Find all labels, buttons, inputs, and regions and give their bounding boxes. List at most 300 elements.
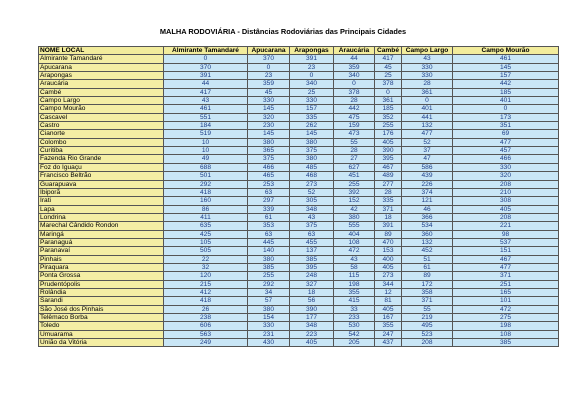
distance-cell: 355 — [334, 288, 375, 296]
distance-cell: 247 — [375, 330, 402, 338]
distance-cell: 223 — [290, 330, 334, 338]
table-row — [39, 247, 559, 255]
distance-cell: 390 — [375, 147, 402, 155]
city-name-cell: Toledo — [39, 322, 164, 330]
distance-cell: 467 — [453, 255, 559, 263]
distance-cell: 375 — [290, 147, 334, 155]
distance-cell: 145 — [453, 63, 559, 71]
distance-cell: 451 — [334, 172, 375, 180]
distance-cell: 89 — [375, 230, 402, 238]
table-row — [39, 297, 559, 305]
distance-cell: 320 — [453, 172, 559, 180]
distance-cell: 385 — [290, 255, 334, 263]
city-name-cell: União da Vitória — [39, 339, 164, 347]
distance-cell: 523 — [402, 330, 453, 338]
distance-cell: 233 — [334, 314, 375, 322]
distance-cell: 327 — [290, 280, 334, 288]
table-row — [39, 330, 559, 338]
distance-cell: 43 — [402, 55, 453, 63]
distance-cell: 470 — [375, 238, 402, 246]
distance-cell: 465 — [248, 172, 290, 180]
distance-cell: 461 — [164, 105, 248, 113]
distance-cell: 255 — [375, 122, 402, 130]
distance-cell: 208 — [402, 339, 453, 347]
distance-cell: 472 — [334, 247, 375, 255]
distance-cell: 468 — [290, 172, 334, 180]
distance-cell: 401 — [402, 105, 453, 113]
distance-cell: 361 — [375, 97, 402, 105]
table-row — [39, 339, 559, 347]
distance-cell: 442 — [334, 105, 375, 113]
distance-cell: 475 — [334, 113, 375, 121]
distance-cell: 371 — [453, 272, 559, 280]
distance-cell: 44 — [164, 80, 248, 88]
distance-cell: 157 — [290, 105, 334, 113]
distance-cell: 330 — [248, 97, 290, 105]
city-name-cell: Fazenda Rio Grande — [39, 155, 164, 163]
distance-cell: 627 — [334, 163, 375, 171]
distance-cell: 495 — [402, 322, 453, 330]
table-body — [39, 55, 559, 347]
distance-cell: 505 — [164, 247, 248, 255]
distance-cell: 340 — [290, 80, 334, 88]
distance-cell: 360 — [402, 230, 453, 238]
distance-cell: 176 — [375, 130, 402, 138]
distance-cell: 405 — [453, 205, 559, 213]
distance-cell: 466 — [453, 155, 559, 163]
distance-cell: 108 — [453, 330, 559, 338]
distance-cell: 28 — [375, 188, 402, 196]
distance-cell: 115 — [334, 272, 375, 280]
table-row — [39, 147, 559, 155]
distance-cell: 28 — [334, 147, 375, 155]
distance-cell: 395 — [375, 155, 402, 163]
distance-cell: 405 — [375, 138, 402, 146]
distance-cell: 359 — [334, 63, 375, 71]
distance-cell: 81 — [375, 297, 402, 305]
table-row — [39, 205, 559, 213]
distance-cell: 132 — [402, 122, 453, 130]
city-name-cell: Paranaguá — [39, 238, 164, 246]
distance-cell: 210 — [453, 188, 559, 196]
table-row — [39, 213, 559, 221]
distance-cell: 330 — [290, 97, 334, 105]
table-row — [39, 97, 559, 105]
distance-cell: 401 — [453, 97, 559, 105]
distance-cell: 26 — [164, 305, 248, 313]
table-row — [39, 80, 559, 88]
city-name-cell: Colombo — [39, 138, 164, 146]
table-row — [39, 122, 559, 130]
distance-cell: 297 — [248, 197, 290, 205]
distance-cell: 208 — [453, 213, 559, 221]
distance-cell: 23 — [248, 72, 290, 80]
distance-cell: 140 — [248, 247, 290, 255]
distance-cell: 606 — [164, 322, 248, 330]
distance-cell: 330 — [453, 163, 559, 171]
distance-cell: 430 — [248, 339, 290, 347]
distance-cell: 172 — [402, 280, 453, 288]
table-row — [39, 222, 559, 230]
distance-cell: 339 — [248, 205, 290, 213]
distance-cell: 445 — [248, 238, 290, 246]
distance-cell: 415 — [334, 297, 375, 305]
distance-cell: 198 — [334, 280, 375, 288]
distance-cell: 10 — [164, 138, 248, 146]
city-name-cell: Marechal Cândido Rondon — [39, 222, 164, 230]
distance-cell: 370 — [164, 63, 248, 71]
distance-cell: 108 — [334, 238, 375, 246]
distance-cell: 165 — [453, 288, 559, 296]
distance-cell: 0 — [453, 105, 559, 113]
column-header-nome-local: NOME LOCAL — [39, 47, 164, 55]
distance-cell: 477 — [402, 130, 453, 138]
distance-cell: 374 — [402, 188, 453, 196]
table-row — [39, 255, 559, 263]
distance-cell: 292 — [248, 280, 290, 288]
city-name-cell: Guarapuava — [39, 180, 164, 188]
distance-cell: 385 — [248, 263, 290, 271]
distance-cell: 380 — [290, 155, 334, 163]
table-row — [39, 280, 559, 288]
distance-cell: 89 — [402, 272, 453, 280]
city-name-cell: Cascavel — [39, 113, 164, 121]
distance-cell: 33 — [334, 305, 375, 313]
distance-cell: 25 — [290, 88, 334, 96]
distance-cell: 273 — [375, 272, 402, 280]
distance-cell: 371 — [375, 205, 402, 213]
distance-cell: 380 — [248, 138, 290, 146]
distance-cell: 380 — [248, 255, 290, 263]
distance-cell: 198 — [453, 322, 559, 330]
table-row — [39, 138, 559, 146]
distance-cell: 358 — [402, 288, 453, 296]
distance-cell: 425 — [164, 230, 248, 238]
distance-cell: 348 — [290, 322, 334, 330]
table-row — [39, 263, 559, 271]
table-row — [39, 305, 559, 313]
distance-table — [38, 46, 559, 347]
table-row — [39, 180, 559, 188]
distance-cell: 61 — [248, 213, 290, 221]
city-name-cell: Almirante Tamandaré — [39, 55, 164, 63]
distance-cell: 205 — [334, 339, 375, 347]
distance-cell: 455 — [290, 238, 334, 246]
column-header-almirante-tamandare: Almirante Tamandaré — [164, 47, 248, 55]
distance-cell: 320 — [248, 113, 290, 121]
header-row — [39, 47, 559, 55]
distance-cell: 473 — [334, 130, 375, 138]
distance-cell: 411 — [164, 213, 248, 221]
distance-cell: 340 — [334, 72, 375, 80]
city-name-cell: Foz do Iguaçu — [39, 163, 164, 171]
distance-cell: 555 — [334, 222, 375, 230]
city-name-cell: Campo Largo — [39, 97, 164, 105]
distance-cell: 248 — [290, 272, 334, 280]
distance-cell: 361 — [402, 88, 453, 96]
distance-cell: 157 — [453, 72, 559, 80]
distance-cell: 563 — [164, 330, 248, 338]
distance-cell: 120 — [164, 272, 248, 280]
distance-cell: 255 — [248, 272, 290, 280]
distance-cell: 226 — [402, 180, 453, 188]
distance-cell: 43 — [290, 213, 334, 221]
distance-cell: 635 — [164, 222, 248, 230]
distance-cell: 375 — [290, 222, 334, 230]
distance-cell: 277 — [375, 180, 402, 188]
distance-cell: 255 — [334, 180, 375, 188]
distance-cell: 404 — [334, 230, 375, 238]
city-name-cell: São José dos Pinhais — [39, 305, 164, 313]
distance-cell: 477 — [453, 263, 559, 271]
distance-cell: 405 — [290, 339, 334, 347]
distance-cell: 344 — [375, 280, 402, 288]
table-row — [39, 188, 559, 196]
distance-cell: 352 — [375, 113, 402, 121]
distance-cell: 380 — [290, 138, 334, 146]
distance-cell: 370 — [248, 55, 290, 63]
distance-cell: 45 — [375, 63, 402, 71]
column-header-araucaria: Araucária — [334, 47, 375, 55]
column-header-arapongas: Arapongas — [290, 47, 334, 55]
table-row — [39, 314, 559, 322]
table-row — [39, 163, 559, 171]
distance-cell: 391 — [290, 55, 334, 63]
city-name-cell: Francisco Beltrão — [39, 172, 164, 180]
distance-cell: 305 — [290, 197, 334, 205]
distance-cell: 412 — [164, 288, 248, 296]
distance-cell: 385 — [453, 339, 559, 347]
table-row — [39, 288, 559, 296]
distance-cell: 32 — [164, 263, 248, 271]
city-name-cell: Pinhais — [39, 255, 164, 263]
distance-cell: 86 — [164, 205, 248, 213]
distance-cell: 467 — [375, 163, 402, 171]
distance-cell: 61 — [402, 263, 453, 271]
distance-cell: 395 — [290, 263, 334, 271]
distance-cell: 145 — [290, 130, 334, 138]
distance-cell: 418 — [164, 297, 248, 305]
distance-cell: 371 — [402, 297, 453, 305]
distance-cell: 18 — [290, 288, 334, 296]
distance-cell: 34 — [248, 288, 290, 296]
distance-cell: 391 — [164, 72, 248, 80]
distance-cell: 688 — [164, 163, 248, 171]
distance-cell: 530 — [334, 322, 375, 330]
distance-cell: 10 — [164, 147, 248, 155]
distance-cell: 159 — [334, 122, 375, 130]
distance-cell: 489 — [375, 172, 402, 180]
distance-cell: 439 — [402, 172, 453, 180]
distance-cell: 52 — [290, 188, 334, 196]
table-row — [39, 55, 559, 63]
distance-cell: 466 — [248, 163, 290, 171]
distance-cell: 417 — [375, 55, 402, 63]
distance-cell: 308 — [453, 197, 559, 205]
distance-cell: 472 — [453, 305, 559, 313]
distance-cell: 46 — [402, 205, 453, 213]
table-row — [39, 272, 559, 280]
distance-cell: 348 — [290, 205, 334, 213]
distance-cell: 405 — [375, 263, 402, 271]
distance-cell: 23 — [290, 63, 334, 71]
distance-cell: 27 — [334, 155, 375, 163]
distance-cell: 25 — [375, 72, 402, 80]
distance-cell: 551 — [164, 113, 248, 121]
distance-cell: 42 — [334, 205, 375, 213]
distance-cell: 45 — [248, 88, 290, 96]
distance-cell: 208 — [453, 180, 559, 188]
city-name-cell: Irati — [39, 197, 164, 205]
city-name-cell: Curitiba — [39, 147, 164, 155]
distance-cell: 101 — [453, 297, 559, 305]
column-header-cambe: Cambé — [375, 47, 402, 55]
distance-cell: 55 — [402, 305, 453, 313]
distance-cell: 0 — [164, 55, 248, 63]
distance-cell: 215 — [164, 280, 248, 288]
distance-cell: 366 — [402, 213, 453, 221]
document-title: MALHA RODOVIÁRIA - Distâncias Rodoviárias das Principais Cidades — [159, 27, 407, 36]
distance-cell: 365 — [248, 147, 290, 155]
distance-cell: 378 — [334, 88, 375, 96]
distance-cell: 121 — [402, 197, 453, 205]
table-row — [39, 238, 559, 246]
distance-cell: 43 — [164, 97, 248, 105]
table-row — [39, 130, 559, 138]
distance-cell: 22 — [164, 255, 248, 263]
city-name-cell: Telêmaco Borba — [39, 314, 164, 322]
distance-cell: 501 — [164, 172, 248, 180]
distance-cell: 173 — [453, 113, 559, 121]
distance-cell: 335 — [290, 113, 334, 121]
city-name-cell: Londrina — [39, 213, 164, 221]
distance-cell: 177 — [290, 314, 334, 322]
distance-cell: 253 — [248, 180, 290, 188]
distance-cell: 152 — [334, 197, 375, 205]
distance-cell: 51 — [402, 255, 453, 263]
distance-cell: 330 — [248, 322, 290, 330]
table-row — [39, 322, 559, 330]
distance-cell: 542 — [334, 330, 375, 338]
distance-cell: 12 — [375, 288, 402, 296]
city-name-cell: Sarandi — [39, 297, 164, 305]
distance-cell: 273 — [290, 180, 334, 188]
distance-cell: 391 — [375, 222, 402, 230]
city-name-cell: Lapa — [39, 205, 164, 213]
table-row — [39, 172, 559, 180]
table-row — [39, 105, 559, 113]
distance-cell: 154 — [248, 314, 290, 322]
distance-cell: 151 — [453, 247, 559, 255]
distance-cell: 63 — [248, 188, 290, 196]
distance-cell: 359 — [248, 80, 290, 88]
distance-cell: 405 — [375, 305, 402, 313]
distance-cell: 47 — [402, 155, 453, 163]
distance-cell: 380 — [334, 213, 375, 221]
distance-cell: 441 — [402, 113, 453, 121]
distance-cell: 292 — [164, 180, 248, 188]
distance-cell: 537 — [453, 238, 559, 246]
distance-cell: 0 — [334, 80, 375, 88]
distance-cell: 442 — [453, 80, 559, 88]
city-name-cell: Cianorte — [39, 130, 164, 138]
city-name-cell: Castro — [39, 122, 164, 130]
distance-cell: 231 — [248, 330, 290, 338]
distance-cell: 457 — [453, 147, 559, 155]
distance-cell: 417 — [164, 88, 248, 96]
distance-cell: 0 — [402, 97, 453, 105]
distance-cell: 28 — [334, 97, 375, 105]
distance-cell: 586 — [402, 163, 453, 171]
table-row — [39, 155, 559, 163]
distance-cell: 219 — [402, 314, 453, 322]
city-name-cell: Campo Mourão — [39, 105, 164, 113]
table-row — [39, 88, 559, 96]
distance-cell: 153 — [375, 247, 402, 255]
distance-cell: 400 — [375, 255, 402, 263]
column-header-campo-largo: Campo Largo — [402, 47, 453, 55]
distance-cell: 160 — [164, 197, 248, 205]
distance-cell: 184 — [164, 122, 248, 130]
distance-cell: 519 — [164, 130, 248, 138]
distance-cell: 0 — [290, 72, 334, 80]
distance-cell: 355 — [375, 322, 402, 330]
distance-cell: 69 — [453, 130, 559, 138]
distance-cell: 145 — [248, 130, 290, 138]
city-name-cell: Apucarana — [39, 63, 164, 71]
distance-cell: 63 — [248, 230, 290, 238]
distance-cell: 330 — [402, 63, 453, 71]
distance-cell: 52 — [402, 138, 453, 146]
column-header-apucarana: Apucarana — [248, 47, 290, 55]
distance-cell: 56 — [290, 297, 334, 305]
distance-cell: 28 — [402, 80, 453, 88]
city-name-cell: Piraquara — [39, 263, 164, 271]
distance-cell: 0 — [375, 88, 402, 96]
distance-cell: 262 — [290, 122, 334, 130]
distance-cell: 275 — [453, 314, 559, 322]
distance-cell: 18 — [375, 213, 402, 221]
distance-cell: 335 — [375, 197, 402, 205]
table-row — [39, 113, 559, 121]
distance-cell: 63 — [290, 230, 334, 238]
distance-cell: 49 — [164, 155, 248, 163]
distance-cell: 185 — [453, 88, 559, 96]
distance-cell: 485 — [290, 163, 334, 171]
table-row — [39, 197, 559, 205]
city-name-cell: Umuarama — [39, 330, 164, 338]
distance-cell: 418 — [164, 188, 248, 196]
distance-cell: 353 — [248, 222, 290, 230]
distance-cell: 132 — [402, 238, 453, 246]
table-row — [39, 63, 559, 71]
distance-cell: 221 — [453, 222, 559, 230]
distance-cell: 351 — [453, 122, 559, 130]
city-name-cell: Prudentópolis — [39, 280, 164, 288]
distance-cell: 378 — [375, 80, 402, 88]
distance-cell: 380 — [248, 305, 290, 313]
distance-cell: 249 — [164, 339, 248, 347]
table-row — [39, 72, 559, 80]
distance-cell: 137 — [290, 247, 334, 255]
distance-cell: 185 — [375, 105, 402, 113]
city-name-cell: Arapongas — [39, 72, 164, 80]
distance-cell: 55 — [334, 138, 375, 146]
distance-cell: 375 — [248, 155, 290, 163]
city-name-cell: Araucária — [39, 80, 164, 88]
distance-cell: 437 — [375, 339, 402, 347]
distance-cell: 0 — [248, 63, 290, 71]
